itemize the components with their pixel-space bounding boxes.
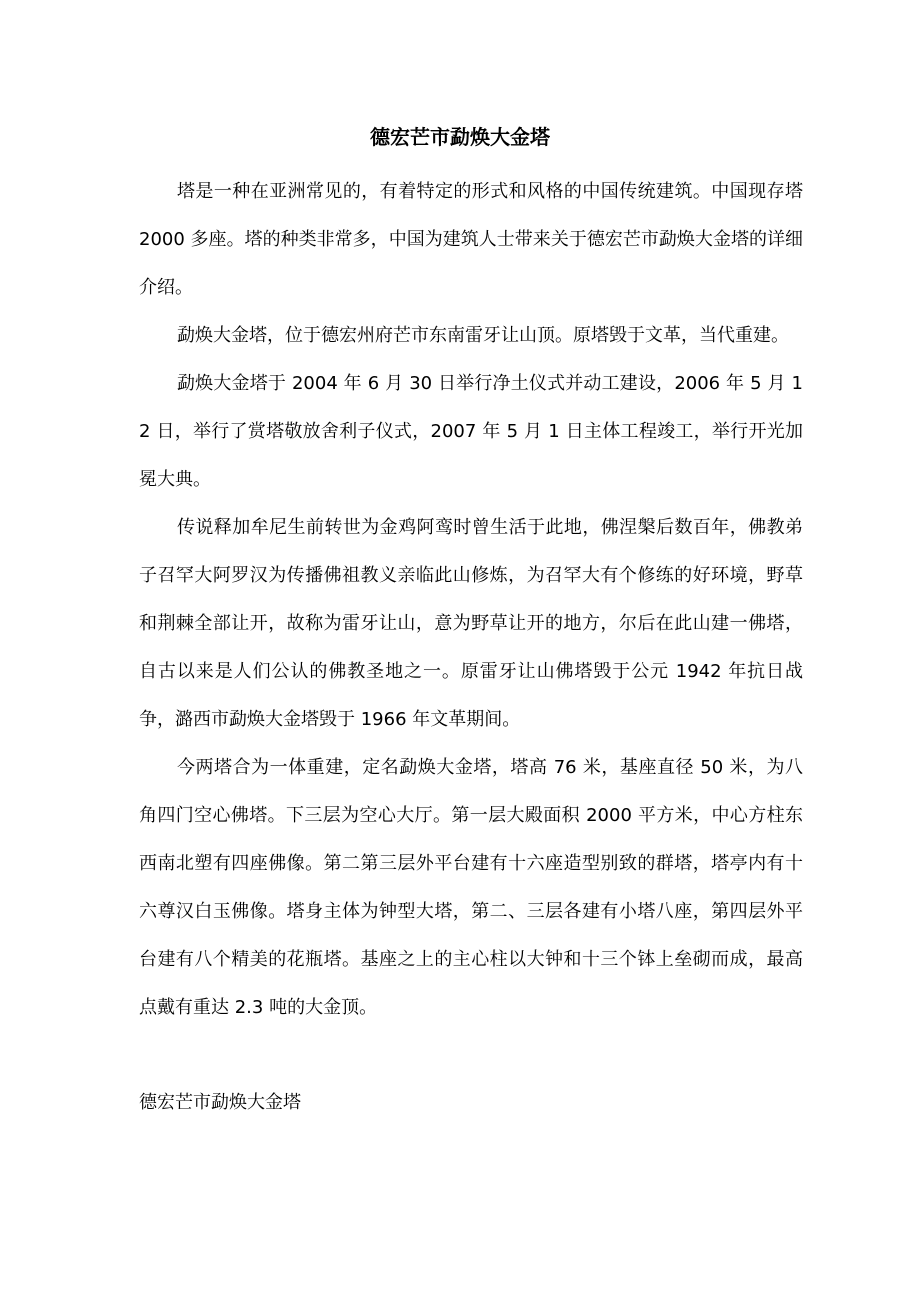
paragraph-structure: 今两塔合为一体重建，定名勐焕大金塔，塔高 76 米，基座直径 50 米，为八角四门空心佛塔。下三层为空心大厅。第一层大殿面积 2000 平方米，中心方柱东西南北塑有四座佛像。第二第三层外平台建有十六座造型别致的群塔，塔亭内有十六尊汉白玉佛像。塔身主体为钟型大塔，第二、三层各建有小塔八座，第四层外平台建有八个精美的花瓶塔。基座之上的主心柱以大钟和十三个钵上垒砌而成，最高点戴有重达 2.3 吨的大金顶。	[139, 757, 803, 1018]
paragraph-intro: 塔是一种在亚洲常见的，有着特定的形式和风格的中国传统建筑。中国现存塔 2000 多座。塔的种类非常多，中国为建筑人士带来关于德宏芒市勐焕大金塔的详细介绍。	[139, 181, 803, 298]
document-footer: 德宏芒市勐焕大金塔	[139, 1092, 301, 1113]
document-title: 德宏芒市勐焕大金塔	[370, 125, 550, 149]
paragraph-legend: 传说释加牟尼生前转世为金鸡阿鸾时曾生活于此地，佛涅槃后数百年，佛教弟子召罕大阿罗汉为传播佛祖教义亲临此山修炼，为召罕大有个修练的好环境，野草和荆棘全部让开，故称为雷牙让山，意为野草让开的地方，尔后在此山建一佛塔，自古以来是人们公认的佛教圣地之一。原雷牙让山佛塔毁于公元 1942 年抗日战争，潞西市勐焕大金塔毁于 1966 年文革期间。	[139, 517, 803, 730]
paragraph-location: 勐焕大金塔，位于德宏州府芒市东南雷牙让山顶。原塔毁于文革，当代重建。	[177, 325, 789, 346]
document-body	[139, 168, 803, 1032]
paragraph-construction: 勐焕大金塔于 2004 年 6 月 30 日举行净土仪式并动工建设，2006 年 5 月 12 日，举行了赏塔敬放舍利子仪式，2007 年 5 月 1 日主体工程竣工，举行开光加冕大典。	[139, 373, 803, 490]
